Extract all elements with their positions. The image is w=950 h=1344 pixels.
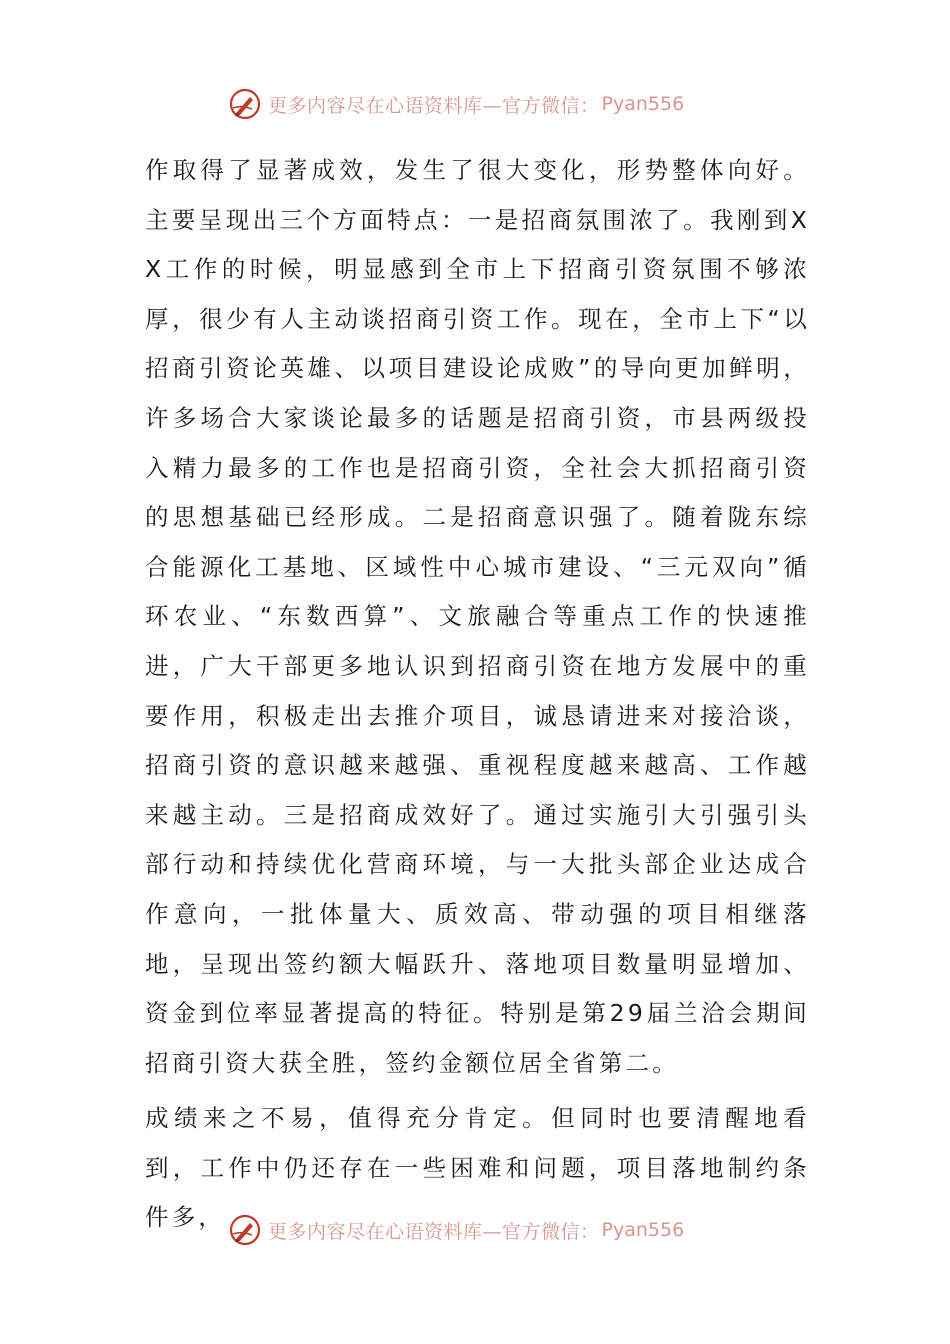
pen-logo-icon [228,1213,262,1247]
watermark-text: 更多内容尽在心语资料库—官方微信： [268,1220,600,1243]
body-paragraph: 作取得了显著成效，发生了很大变化，形势整体向好。主要呈现出三个方面特点：一是招商氛围浓了。我刚到XX工作的时候，明显感到全市上下招商引资氛围不够浓厚，很少有人主动谈招商引资工作。现在，全市上下“以招商引资论英雄、以项目建设论成败”的导向更加鲜明，许多场合大家谈论最多的话题是招商引资，市县两级投入精力最多的工作也是招商引资，全社会大抓招商引资的思想基础已经形成。二是招商意识强了。随着陇东综合能源化工基地、区域性中心城市建设、“三元双向”循环农业、“东数西算”、文旅融合等重点工作的快速推进，广大干部更多地认识到招商引资在地方发展中的重要作用，积极走出去推介项目，诚恳请进来对接洽谈，招商引资的意识越来越强、重视程度越来越高、工作越来越主动。三是招商成效好了。通过实施引大引强引头部行动和持续优化营商环境，与一大批头部企业达成合作意向，一批体量大、质效高、带动强的项目相继落地，呈现出签约额大幅跃升、落地项目数量明显增加、资金到位率显著提高的特征。特别是第29届兰洽会期间招商引资大获全胜，签约金额位居全省第二。 [145,156,810,1077]
body-paragraph: 成绩来之不易，值得充分肯定。但同时也要清醒地看到，工作中仍还存在一些困难和问题，项目落地制约条件多， [145,1104,810,1232]
watermark-wechat-id: Pyan556 [601,93,685,115]
watermark-text: 更多内容尽在心语资料库—官方微信： [268,94,600,117]
footer-watermark [228,1210,748,1250]
pen-logo-icon [228,87,262,121]
watermark-wechat-id: Pyan556 [601,1219,685,1241]
document-body [145,146,810,1243]
header-watermark [228,84,748,124]
